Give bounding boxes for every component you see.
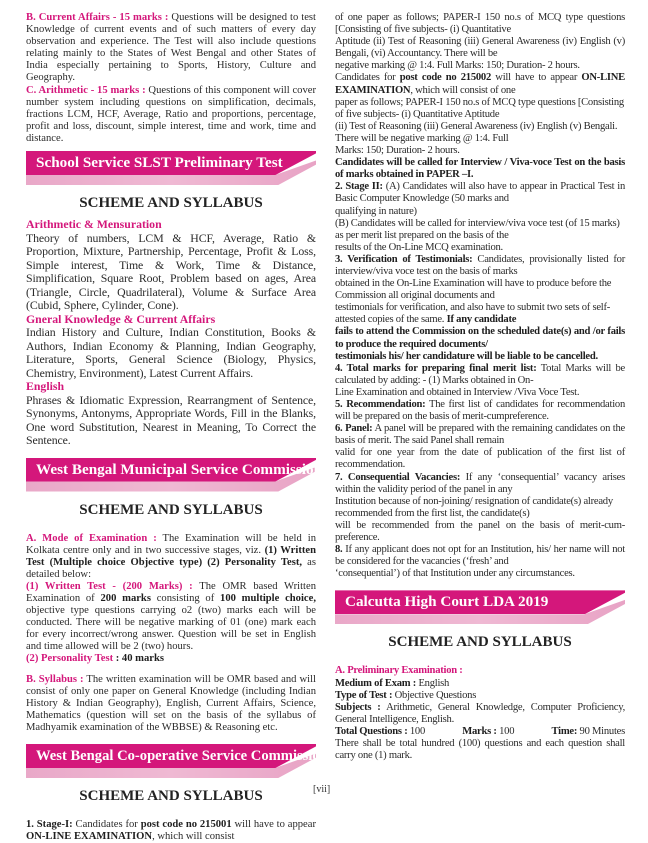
verification-paragraph: 3. Verification of Testimonials: Candidates, provisionally listed for interview/viva voce test on the basis of marks (335, 253, 625, 277)
stage2-b-text: results of the On-Line MCQ examination. (335, 241, 503, 253)
section-banner-slst (26, 151, 316, 186)
panel-paragraph: 6. Panel: A panel will be prepared with the remaining candidates on the basis of merit. The said Panel shall remain (335, 423, 625, 447)
mode-of-exam-paragraph: A. Mode of Examination : The Examination will be held in Kolkata centre only and in two successive stages, viz. (1) Written Test (Multiple choice Objective type) (2) Personality Test, as detailed below: (26, 532, 316, 580)
scheme-heading: SCHEME AND SYLLABUS (79, 195, 263, 212)
scheme-heading: SCHEME AND SYLLABUS (79, 501, 263, 518)
banner-title: West Bengal Municipal Service Commission (36, 460, 323, 478)
subject-heading: Arithmetic & Mensuration (26, 217, 162, 232)
subject-text: Theory of numbers, LCM & HCF, Average, Ratio & Proportion, Mixture, Partnership, Percentage, Profit & Loss, Simple interest, Time & Work, Time & Distance, Simplification, Square Root, Problem based on ages, Area (Triangle, Circle, Quadrilateral), Volume & Surface Area (Cubid, Sphere, Cylinder, Cone). (26, 230, 316, 313)
stage2-paragraph: 2. Stage II: (A) Candidates will also have to appear in Practical Test in Basic Computer Knowledge (50 marks and (335, 181, 625, 205)
paper-description: Aptitude (ii) Test of Reasoning (iii) General Awareness (iv) English (v) Bengali, (vi) Accountancy. There will be (335, 36, 625, 60)
prelim-heading: A. Preliminary Examination : (335, 665, 463, 677)
banner-title: West Bengal Co-operative Service Commission (36, 748, 328, 765)
paper-description: negative marking @ 1:4. Full Marks: 150; Duration- 2 hours. (335, 60, 580, 72)
written-test-paragraph: (1) Written Test - (200 Marks) : The OMR based Written Examination of 200 marks consisting of 100 multiple choice, objective type questions carrying o2 (two) marks each will be conducted. There will be negative marking of 01 (one) mark each for every incorrect/wrong answer. Question will be set in English and time allowed will be 2 (two) hours. (26, 580, 316, 653)
stage1-paragraph: 1. Stage-I: Candidates for post code no 215001 will have to appear ON-LINE EXAMINATION, which will consist (26, 819, 316, 843)
banner-title: Calcutta High Court LDA 2019 (345, 593, 549, 611)
panel-text: valid for one year from the date of publication of the first list of recommendation. (335, 447, 625, 471)
paper-description: Marks: 150; Duration- 2 hours. (335, 145, 460, 157)
interview-note: Candidates will be called for Interview / Viva-voce Test on the basis of marks obtained in PAPER –I. (335, 157, 625, 181)
medium-line: Medium of Exam : English (335, 677, 450, 689)
paper-description: (ii) Test of Reasoning (iii) General Awareness (iv) English (v) Bengali. There will be negative marking @ 1:4. Full (335, 120, 618, 144)
stage2-b-text: (B) Candidates will be called for interview/viva voce test (of 15 marks) as per merit list prepared on the basis of the (335, 217, 620, 241)
banner-title: School Service SLST Preliminary Test (36, 154, 283, 172)
personality-test-line: (2) Personality Test : 40 marks (26, 653, 165, 665)
syllabus-paragraph: B. Syllabus : The written examination will be OMR based and will consist of only one paper on General Knowledge (including Indian History & Indian Geography), English, Current Affairs, Science, Mathematics (question will set on the basis of the syllabus of Madhyamik examination of the WBBSE) & Reasoning etc. (26, 673, 316, 733)
verification-text: testimonials for verification, and also have to submit two sets of self-attested copies of the same. If any candidate (335, 302, 611, 326)
slst-syllabus (26, 218, 316, 448)
current-affairs-label: B. Current Affairs - 15 marks : (26, 12, 169, 23)
section-banner-wbcsc (26, 744, 328, 779)
chc-note: There shall be total hundred (100) questions and each question shall carry one (1) mark. (335, 737, 625, 762)
paper-description: of one paper as follows; PAPER-I 150 no.s of MCQ type questions [Consisting of five subjects- (i) Quantitative (335, 12, 625, 36)
verification-warning: testimonials his/ her candidature will be liable to be cancelled. (335, 350, 598, 362)
total-marks-text: Line Examination and obtained in Interview /Viva Voce Test. (335, 386, 580, 398)
scheme-heading: SCHEME AND SYLLABUS (79, 788, 263, 805)
section-banner-chc (335, 590, 625, 625)
verification-warning: fails to attend the Commission on the scheduled date(s) and /or fails to produce the required documents/ (335, 326, 625, 350)
total-marks-paragraph: 4. Total marks for preparing final merit list: Total Marks will be calculated by adding: - (1) Marks obtained in On- (335, 362, 625, 386)
stage2-note: qualifying in nature) (335, 205, 417, 217)
section-banner-wbmsc (26, 458, 323, 493)
point-8-paragraph: 8. If any applicant does not opt for an Institution, his/ her name will not be considered for the vacancies (‘fresh’ and (335, 544, 625, 568)
scheme-heading: SCHEME AND SYLLABUS (388, 634, 572, 651)
exam-stats-row (335, 726, 625, 738)
post-code-2-paragraph: Candidates for post code no 215002 will have to appear ON-LINE EXAMINATION, which will consist of one (335, 72, 625, 96)
arithmetic-paragraph: C. Arithmetic - 15 marks : Questions of this component will cover number system including questions on simplification, decimals, fractions LCM, HCF, Average, Ratio and proportions, percentage, profit and loss, discount, simple interest, time and work, time and distance. (26, 84, 317, 144)
subjects-line: Subjects : Arithmetic, General Knowledge, Computer Proficiency, General Intelligence, English. (335, 701, 625, 725)
point-8-text: ‘consequential’) of that Institution under any circumstances. (335, 568, 575, 580)
paper-description: paper as follows; PAPER-I 150 no.s of MCQ type questions [Consisting of five subjects- (i) Quantitative Aptitude (335, 96, 624, 120)
subject-text: Phrases & Idiomatic Expression, Rearrangment of Sentence, Synonyms, Antonyms, Appropriate Words, Fill in the Blanks, One word Substitution, Nearest in Meaning, To Correct the Sentence. (26, 392, 316, 448)
verification-text: obtained in the On-Line Examination will have to produce before the Commission all original documents and (335, 278, 612, 302)
consequential-text: will be recommended from the panel on the basis of merit-cum-preference. (335, 519, 625, 544)
type-line: Type of Test : Objective Questions (335, 689, 477, 701)
right-column (335, 12, 625, 762)
consequential-paragraph: 7. Consequential Vacancies: If any ‘consequential’ vacancy arises within the validity period of the panel in any (335, 471, 625, 495)
marks: Marks : 100 (462, 725, 515, 737)
subject-heading: English (26, 379, 65, 394)
current-affairs-paragraph: B. Current Affairs - 15 marks : Questions will be designed to test Knowledge of current events and of such matters of every day observation and experience. The Test will also include questions relating mainly to the States of West Bengal and other States of India especially pertaining to Sports, History, Culture and Geography. (26, 12, 317, 84)
time: Time: 90 Minutes (551, 725, 625, 737)
consequential-text: Institution because of non-joining/ resignation of candidate(s) already recommended from the first list, the candidate(s) (335, 495, 613, 519)
arithmetic-label: C. Arithmetic - 15 marks : (26, 84, 146, 96)
recommendation-paragraph: 5. Recommendation: The first list of candidates for recommendation will be prepared on the basis of merit-cumpreference. (335, 399, 625, 423)
total-questions: Total Questions : 100 (335, 725, 426, 737)
subject-text: Indian History and Culture, Indian Constitution, Books & Authors, Indian Economy & Planning, Indian Geography, Literature, Sports, General Science (Biology, Physics, Chemistry, Environment), Latest Current Affairs. (26, 325, 316, 380)
subject-heading: Gneral Knowledge & Current Affairs (26, 311, 216, 326)
page-number: [vii] (313, 784, 331, 795)
